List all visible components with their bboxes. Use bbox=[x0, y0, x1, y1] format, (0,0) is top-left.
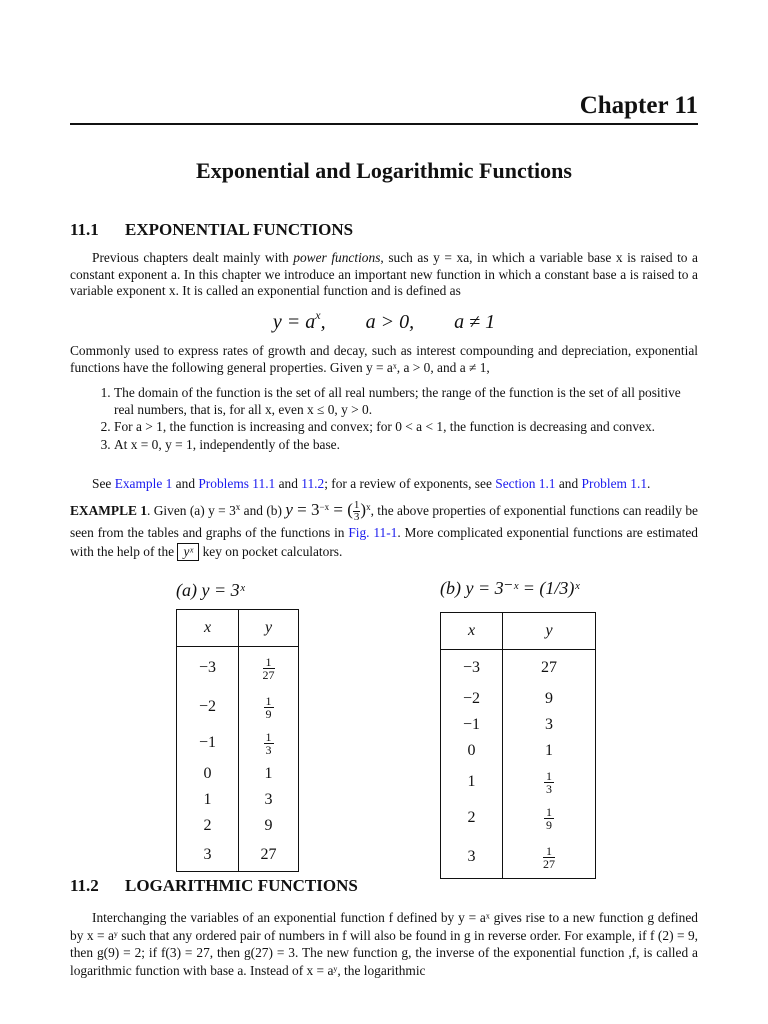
link-section-1-1[interactable]: Section 1.1 bbox=[495, 476, 556, 491]
table-row bbox=[177, 725, 299, 761]
usage-paragraph: Commonly used to express rates of growth and decay, such as interest compounding and depreciation, exponential functions have the following general properties. Given y = aˣ, a > 0, and a ≠ 1, bbox=[70, 343, 698, 375]
fraction: $\frac{1}{9}$ bbox=[265, 693, 272, 721]
y-cell: 27 bbox=[239, 839, 299, 872]
x-cell: −1 bbox=[441, 712, 503, 738]
log-intro-paragraph: Interchanging the variables of an exponential function f defined by y = aˣ gives rise to a new function g defined by x = aʸ such that any ordered pair of numbers in f will also be found in g in reverse order. For example, if f (2) = 9, then g(9) = 2; if f(3) = 27, then g(27) = 3. The new function g, the inverse of the exponential function ,f, is called a logarithmic function with base a. Instead of x = aʸ, the logarithmic bbox=[70, 910, 698, 978]
table-row bbox=[441, 764, 596, 800]
table-row bbox=[441, 712, 596, 738]
y-cell: 3 bbox=[503, 712, 596, 738]
table-a: x y −3 $\frac{1}{27}$ −2 $\frac{1}{9}$ −1 $\frac{1}{3}$ 0 1 1 3 2 9 3 27 bbox=[176, 609, 299, 872]
example-1: EXAMPLE 1. Given (a) $y = 3^x$ and (b) $y = 3^{-x}$ = ( $\frac{1}{3}$ )$^x$, the above properties of exponential functions can readily be seen from the tables and graphs of the functions in Fig. 11-1. More complicated exponential functions are estimated with the help of the yˣ key on pocket calculators. bbox=[70, 499, 698, 560]
example-label: EXAMPLE 1 bbox=[70, 503, 148, 518]
y-cell bbox=[239, 647, 299, 690]
y-cell: 9 bbox=[503, 686, 596, 712]
link-problem-1-1[interactable]: Problem 1.1 bbox=[581, 476, 648, 491]
link-11-2[interactable]: 11.2 bbox=[301, 476, 325, 491]
x-cell: 1 bbox=[177, 787, 239, 813]
fraction: $\frac{1}{27}$ bbox=[543, 843, 555, 871]
properties-list bbox=[70, 385, 698, 454]
y-cell bbox=[239, 689, 299, 725]
x-cell: −2 bbox=[177, 689, 239, 725]
chapter-rule bbox=[70, 123, 698, 125]
yx-key-icon: yˣ bbox=[177, 543, 199, 561]
y-cell: 3 bbox=[239, 787, 299, 813]
table-row bbox=[177, 647, 299, 690]
fraction: $\frac{1}{3}$ bbox=[265, 729, 272, 757]
see-references: See Example 1 and Problems 11.1 and 11.2; for a review of exponents, see Section 1.1 and Problem 1.1. bbox=[92, 476, 651, 491]
x-cell: 3 bbox=[177, 839, 239, 872]
section-heading-11-1 bbox=[70, 220, 353, 240]
section-title: EXPONENTIAL FUNCTIONS bbox=[125, 220, 354, 239]
link-fig-11-1[interactable]: Fig. 11-1 bbox=[348, 525, 398, 541]
table-row bbox=[441, 686, 596, 712]
x-cell: −3 bbox=[441, 650, 503, 687]
y-cell: 1 bbox=[239, 761, 299, 787]
property-item: 2. For a > 1, the function is increasing and convex; for 0 < a < 1, the function is decreasing and convex. bbox=[114, 419, 698, 436]
x-cell: −3 bbox=[177, 647, 239, 690]
x-cell: −2 bbox=[441, 686, 503, 712]
definition-equation: $y = a^x$, a > 0, a ≠ 1 bbox=[272, 308, 496, 333]
table-row bbox=[441, 800, 596, 836]
y-cell bbox=[503, 836, 596, 879]
table-a-caption: (a) y = 3ˣ bbox=[176, 580, 245, 600]
table-row bbox=[441, 738, 596, 764]
fraction: $\frac{1}{9}$ bbox=[546, 804, 552, 832]
x-cell: −1 bbox=[177, 725, 239, 761]
table-b: x y −3 27 −2 9 −1 3 0 1 1 $\frac{1}{3}$ 2 $\frac{1}{9}$ 3 $\frac{1}{27}$ bbox=[440, 612, 596, 879]
x-cell: 3 bbox=[441, 836, 503, 879]
table-row bbox=[177, 839, 299, 872]
y-cell: 27 bbox=[503, 650, 596, 687]
y-cell bbox=[503, 764, 596, 800]
chapter-title: Exponential and Logarithmic Functions bbox=[196, 158, 572, 183]
section-title: LOGARITHMIC FUNCTIONS bbox=[125, 876, 358, 895]
intro-paragraph: Previous chapters dealt mainly with power functions, such as y = xa, in which a variable base x is raised to a constant exponent a. In this chapter we introduce an important new function in which a constant base a is raised to a variable exponent x. It is called an exponential function and is defined as bbox=[70, 250, 698, 298]
y-cell bbox=[503, 800, 596, 836]
x-cell: 0 bbox=[177, 761, 239, 787]
x-cell: 2 bbox=[177, 813, 239, 839]
section-number: 11.1 bbox=[70, 220, 99, 239]
section-number: 11.2 bbox=[70, 876, 99, 895]
chapter-label: Chapter 11 bbox=[579, 92, 698, 119]
y-cell: 9 bbox=[239, 813, 299, 839]
table-b-caption: (b) y = 3⁻ˣ = (1/3)ˣ bbox=[440, 578, 580, 598]
property-item: 3. At x = 0, y = 1, independently of the base. bbox=[114, 437, 698, 454]
table-row bbox=[177, 813, 299, 839]
x-cell: 1 bbox=[441, 764, 503, 800]
y-cell bbox=[239, 725, 299, 761]
fraction: $\frac{1}{27}$ bbox=[262, 654, 275, 682]
y-cell: 1 bbox=[503, 738, 596, 764]
x-cell: 2 bbox=[441, 800, 503, 836]
section-heading-11-2 bbox=[70, 876, 358, 896]
x-cell: 0 bbox=[441, 738, 503, 764]
table-row bbox=[177, 689, 299, 725]
table-row bbox=[441, 836, 596, 879]
link-example-1[interactable]: Example 1 bbox=[114, 476, 173, 491]
table-row bbox=[177, 787, 299, 813]
table-row bbox=[441, 650, 596, 687]
property-item: 1. The domain of the function is the set of all real numbers; the range of the function is the set of all positive real numbers, that is, for all x, even x ≤ 0, y > 0. bbox=[114, 385, 698, 418]
table-row bbox=[177, 761, 299, 787]
link-problems-11-1[interactable]: Problems 11.1 bbox=[198, 476, 276, 491]
fraction: $\frac{1}{3}$ bbox=[546, 768, 552, 796]
